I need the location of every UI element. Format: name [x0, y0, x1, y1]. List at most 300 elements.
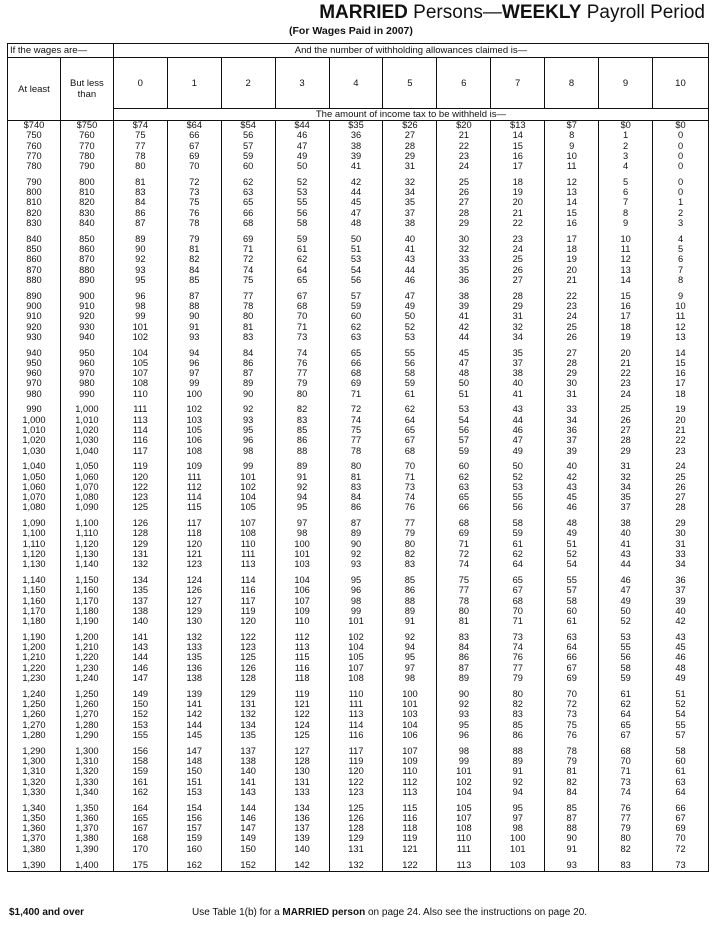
tax-amount-cell: 73	[545, 709, 599, 719]
wage-at-least-cell: 1,050	[8, 472, 61, 482]
tax-amount-cell: 27	[545, 348, 599, 358]
tax-amount-cell: 115	[275, 652, 329, 662]
table-row	[8, 823, 709, 833]
tax-amount-cell: 83	[437, 632, 491, 642]
tax-amount-cell: 75	[113, 130, 167, 140]
tax-amount-cell: 81	[113, 177, 167, 187]
tax-amount-cell: 68	[221, 218, 275, 228]
tax-amount-cell: 120	[329, 766, 383, 776]
tax-amount-cell: 53	[329, 254, 383, 264]
tax-amount-cell: 143	[221, 787, 275, 797]
tax-amount-cell: 66	[437, 502, 491, 512]
table-row	[8, 844, 709, 854]
tax-amount-cell: 44	[491, 415, 545, 425]
tax-amount-cell: 68	[599, 746, 653, 756]
tax-amount-cell: 15	[491, 141, 545, 151]
table-row	[8, 187, 709, 197]
tax-amount-cell: 16	[653, 368, 709, 378]
tax-amount-cell: 81	[167, 244, 221, 254]
tax-amount-cell: 14	[653, 348, 709, 358]
tax-amount-cell: 81	[437, 616, 491, 626]
tax-amount-cell: 113	[221, 559, 275, 569]
wage-less-than-cell: 1,170	[60, 596, 113, 606]
table-row	[8, 404, 709, 414]
wage-less-than-cell: 830	[60, 208, 113, 218]
tax-amount-cell: 0	[653, 177, 709, 187]
wage-at-least-cell: 890	[8, 291, 61, 301]
tax-amount-cell: 131	[329, 844, 383, 854]
tax-amount-cell: 128	[113, 528, 167, 538]
tax-amount-cell: 43	[491, 404, 545, 414]
tax-amount-cell: 59	[221, 151, 275, 161]
tax-amount-cell: 42	[545, 472, 599, 482]
tax-amount-cell: 2	[599, 141, 653, 151]
tax-amount-cell: 70	[167, 161, 221, 171]
tax-amount-cell: 90	[167, 311, 221, 321]
tax-amount-cell: 90	[113, 244, 167, 254]
tax-amount-cell: 96	[221, 435, 275, 445]
tax-amount-cell: 62	[329, 322, 383, 332]
tax-amount-cell: 75	[221, 275, 275, 285]
wage-at-least-cell: 1,180	[8, 616, 61, 626]
wage-less-than-cell: 1,190	[60, 616, 113, 626]
wage-at-least-cell: 1,200	[8, 642, 61, 652]
wage-less-than-cell: 1,240	[60, 673, 113, 683]
tax-amount-cell: 136	[167, 663, 221, 673]
wage-at-least-cell: 880	[8, 275, 61, 285]
tax-amount-cell: 69	[167, 151, 221, 161]
wage-at-least-cell: $740	[8, 120, 61, 130]
tax-amount-cell: 121	[383, 844, 437, 854]
tax-amount-cell: 93	[167, 332, 221, 342]
tax-amount-cell: 25	[491, 254, 545, 264]
wage-less-than-cell: 920	[60, 311, 113, 321]
tax-amount-cell: 7	[653, 265, 709, 275]
wage-less-than-cell: 910	[60, 301, 113, 311]
tax-amount-cell: 82	[383, 549, 437, 559]
wage-less-than-cell: 930	[60, 322, 113, 332]
tax-amount-cell: $44	[275, 120, 329, 130]
tax-amount-cell: 66	[329, 358, 383, 368]
tax-amount-cell: 0	[653, 161, 709, 171]
tax-amount-cell: 52	[275, 177, 329, 187]
tax-amount-cell: 98	[113, 301, 167, 311]
wage-at-least-cell: 1,260	[8, 709, 61, 719]
tax-amount-cell: 73	[653, 859, 709, 872]
tax-amount-cell: 62	[383, 404, 437, 414]
tax-amount-cell: 61	[653, 766, 709, 776]
table-row	[8, 197, 709, 207]
tax-amount-cell: 98	[329, 596, 383, 606]
tax-amount-cell: 113	[275, 642, 329, 652]
tax-amount-cell: 119	[113, 461, 167, 471]
tax-amount-cell: 121	[275, 699, 329, 709]
tax-amount-cell: 96	[113, 291, 167, 301]
table-row	[8, 177, 709, 187]
tax-amount-cell: 85	[383, 575, 437, 585]
tax-amount-cell: 102	[437, 777, 491, 787]
tax-amount-cell: 135	[167, 652, 221, 662]
tax-amount-cell: 74	[275, 348, 329, 358]
wage-less-than-cell: 820	[60, 197, 113, 207]
tax-amount-cell: 141	[113, 632, 167, 642]
tax-amount-cell: 56	[275, 208, 329, 218]
tax-amount-cell: 18	[599, 322, 653, 332]
tax-amount-cell: 106	[275, 585, 329, 595]
wage-less-than-cell: 1,330	[60, 777, 113, 787]
tax-amount-cell: 114	[113, 425, 167, 435]
tax-amount-cell: 60	[545, 606, 599, 616]
tax-amount-cell: 27	[491, 275, 545, 285]
tax-amount-cell: 139	[275, 833, 329, 843]
tax-amount-cell: 27	[437, 197, 491, 207]
wage-less-than-cell: 1,340	[60, 787, 113, 797]
tax-amount-cell: 107	[113, 368, 167, 378]
footer-note-bold: MARRIED person	[282, 907, 366, 918]
tax-amount-cell: 8	[545, 130, 599, 140]
tax-amount-cell: 13	[599, 265, 653, 275]
tax-amount-cell: 117	[167, 518, 221, 528]
tax-amount-cell: 46	[653, 652, 709, 662]
tax-amount-cell: 49	[653, 673, 709, 683]
tax-amount-cell: 113	[113, 415, 167, 425]
table-row	[8, 208, 709, 218]
tax-amount-cell: 56	[221, 130, 275, 140]
tax-amount-cell: 38	[383, 218, 437, 228]
tax-amount-cell: 72	[545, 699, 599, 709]
tax-amount-cell: 87	[545, 813, 599, 823]
tax-amount-cell: 75	[437, 575, 491, 585]
tax-amount-cell: 42	[653, 616, 709, 626]
wage-less-than-cell: 1,070	[60, 482, 113, 492]
tax-amount-cell: 102	[113, 332, 167, 342]
tax-amount-cell: 134	[113, 575, 167, 585]
tax-amount-cell: 34	[383, 187, 437, 197]
tax-amount-cell: 36	[437, 275, 491, 285]
tax-amount-cell: 63	[653, 777, 709, 787]
wage-at-least-cell: 1,310	[8, 766, 61, 776]
tax-amount-cell: 39	[653, 596, 709, 606]
tax-amount-cell: 110	[383, 766, 437, 776]
tax-amount-cell: 50	[383, 311, 437, 321]
tax-amount-cell: 31	[383, 161, 437, 171]
wage-less-than-cell: 760	[60, 130, 113, 140]
table-row	[8, 301, 709, 311]
tax-amount-cell: 59	[383, 378, 437, 388]
tax-amount-cell: 69	[329, 378, 383, 388]
tax-amount-cell: 82	[545, 777, 599, 787]
table-row	[8, 699, 709, 709]
tax-amount-cell: 60	[221, 161, 275, 171]
tax-amount-cell: 93	[221, 415, 275, 425]
tax-amount-cell: 103	[383, 709, 437, 719]
tax-amount-cell: 55	[599, 642, 653, 652]
tax-amount-cell: 26	[491, 265, 545, 275]
tax-amount-cell: 101	[329, 616, 383, 626]
tax-amount-cell: 49	[275, 151, 329, 161]
tax-amount-cell: 21	[437, 130, 491, 140]
tax-amount-cell: 86	[437, 652, 491, 662]
footer-over-limit: $1,400 and over	[9, 907, 85, 918]
tax-amount-cell: 154	[167, 803, 221, 813]
wage-at-least-cell: 1,220	[8, 663, 61, 673]
tax-amount-cell: 114	[167, 492, 221, 502]
tax-amount-cell: 110	[275, 616, 329, 626]
tax-amount-cell: 92	[113, 254, 167, 264]
tax-amount-cell: 33	[653, 549, 709, 559]
tax-amount-cell: 49	[383, 301, 437, 311]
tax-amount-cell: 105	[221, 502, 275, 512]
table-row	[8, 709, 709, 719]
tax-amount-cell: 109	[167, 461, 221, 471]
wage-less-than-cell: 1,140	[60, 559, 113, 569]
wage-less-than-cell: 1,260	[60, 699, 113, 709]
tax-amount-cell: 43	[599, 549, 653, 559]
tax-amount-cell: 127	[167, 596, 221, 606]
tax-amount-cell: 57	[329, 291, 383, 301]
tax-amount-cell: 150	[113, 699, 167, 709]
tax-amount-cell: 71	[329, 389, 383, 399]
wage-less-than-cell: 1,080	[60, 492, 113, 502]
tax-amount-cell: 111	[221, 549, 275, 559]
tax-amount-cell: 47	[383, 291, 437, 301]
tax-amount-cell: 115	[167, 502, 221, 512]
tax-amount-cell: 66	[221, 208, 275, 218]
tax-amount-cell: 71	[383, 472, 437, 482]
tax-amount-cell: $54	[221, 120, 275, 130]
tax-amount-cell: 87	[167, 291, 221, 301]
wage-at-least-cell: 1,150	[8, 585, 61, 595]
tax-amount-cell: $0	[599, 120, 653, 130]
tax-amount-cell: 13	[653, 332, 709, 342]
table-row	[8, 539, 709, 549]
wage-less-than-cell: 980	[60, 378, 113, 388]
allowance-number-header: 2	[221, 58, 275, 109]
tax-amount-cell: 29	[383, 151, 437, 161]
tax-amount-cell: 117	[221, 596, 275, 606]
tax-amount-cell: 37	[653, 585, 709, 595]
table-row	[8, 265, 709, 275]
tax-amount-cell: 47	[329, 208, 383, 218]
wage-less-than-cell: 1,280	[60, 720, 113, 730]
tax-amount-cell: 1	[653, 197, 709, 207]
tax-amount-cell: 105	[437, 803, 491, 813]
tax-amount-cell: 23	[437, 151, 491, 161]
tax-amount-cell: 108	[167, 446, 221, 456]
tax-amount-cell: 63	[221, 187, 275, 197]
wage-at-least-cell: 1,080	[8, 502, 61, 512]
wage-at-least-cell: 1,010	[8, 425, 61, 435]
tax-amount-cell: $0	[653, 120, 709, 130]
tax-amount-cell: 52	[599, 616, 653, 626]
tax-amount-cell: 26	[653, 482, 709, 492]
tax-amount-cell: 86	[275, 435, 329, 445]
tax-amount-cell: 128	[275, 756, 329, 766]
tax-amount-cell: 78	[167, 218, 221, 228]
tax-amount-cell: 150	[167, 766, 221, 776]
wage-less-than-cell: 800	[60, 177, 113, 187]
tax-amount-cell: $35	[329, 120, 383, 130]
tax-amount-cell: 23	[653, 446, 709, 456]
tax-amount-cell: 19	[599, 332, 653, 342]
tax-amount-cell: $20	[437, 120, 491, 130]
wage-less-than-cell: $750	[60, 120, 113, 130]
wage-less-than-cell: 1,100	[60, 518, 113, 528]
wage-less-than-cell: 770	[60, 141, 113, 151]
wage-less-than-cell: 1,370	[60, 823, 113, 833]
tax-amount-cell: 59	[599, 673, 653, 683]
tax-amount-cell: 19	[545, 254, 599, 264]
tax-amount-cell: 170	[113, 844, 167, 854]
tax-amount-cell: 73	[275, 332, 329, 342]
tax-amount-cell: 69	[221, 234, 275, 244]
wage-less-than-cell: 1,350	[60, 803, 113, 813]
tax-amount-cell: 24	[437, 161, 491, 171]
tax-amount-cell: 77	[275, 368, 329, 378]
wage-at-least-cell: 1,250	[8, 699, 61, 709]
tax-amount-cell: 38	[599, 518, 653, 528]
wage-at-least-cell: 1,280	[8, 730, 61, 740]
tax-amount-cell: 112	[275, 632, 329, 642]
tax-amount-cell: 131	[275, 777, 329, 787]
tax-amount-cell: 77	[437, 585, 491, 595]
wage-at-least-cell: 940	[8, 348, 61, 358]
tax-amount-cell: 105	[113, 358, 167, 368]
tax-amount-cell: 15	[599, 291, 653, 301]
wage-at-least-cell: 1,040	[8, 461, 61, 471]
tax-amount-cell: 164	[113, 803, 167, 813]
tax-amount-cell: 44	[437, 332, 491, 342]
tax-amount-cell: 121	[167, 549, 221, 559]
tax-amount-cell: 113	[383, 787, 437, 797]
tax-amount-cell: 77	[113, 141, 167, 151]
table-row	[8, 803, 709, 813]
tax-amount-cell: 77	[491, 663, 545, 673]
wage-at-least-cell: 1,330	[8, 787, 61, 797]
tax-amount-cell: 17	[491, 161, 545, 171]
tax-amount-cell: 91	[545, 844, 599, 854]
tax-amount-cell: 73	[383, 482, 437, 492]
tax-amount-cell: 133	[167, 642, 221, 652]
table-row	[8, 368, 709, 378]
tax-amount-cell: 12	[653, 322, 709, 332]
wage-at-least-cell: 1,290	[8, 746, 61, 756]
tax-amount-cell: 14	[491, 130, 545, 140]
wage-less-than-cell: 1,360	[60, 813, 113, 823]
tax-amount-cell: 24	[545, 311, 599, 321]
table-header	[7, 43, 709, 121]
tax-amount-cell: 72	[653, 844, 709, 854]
tax-amount-cell: 142	[167, 709, 221, 719]
tax-amount-cell: 119	[221, 606, 275, 616]
table-row	[8, 378, 709, 388]
tax-amount-cell: 28	[599, 435, 653, 445]
tax-amount-cell: 86	[113, 208, 167, 218]
tax-amount-cell: 85	[167, 275, 221, 285]
table-row	[8, 389, 709, 399]
tax-amount-cell: 68	[491, 596, 545, 606]
tax-amount-cell: 147	[113, 673, 167, 683]
tax-amount-cell: 81	[221, 322, 275, 332]
tax-amount-cell: 68	[275, 301, 329, 311]
wage-at-least-cell: 1,100	[8, 528, 61, 538]
wage-at-least-cell: 910	[8, 311, 61, 321]
table-row	[8, 291, 709, 301]
tax-amount-cell: 75	[167, 197, 221, 207]
table-row	[8, 502, 709, 512]
tax-amount-cell: 55	[275, 197, 329, 207]
table-row	[8, 730, 709, 740]
tax-amount-cell: 25	[545, 322, 599, 332]
wage-less-than-cell: 1,310	[60, 756, 113, 766]
tax-amount-cell: 78	[113, 151, 167, 161]
tax-amount-cell: 46	[383, 275, 437, 285]
tax-amount-cell: 91	[167, 322, 221, 332]
table-row	[8, 332, 709, 342]
tax-amount-cell: 18	[653, 389, 709, 399]
tax-amount-cell: 110	[437, 833, 491, 843]
tax-amount-cell: 73	[167, 187, 221, 197]
tax-amount-cell: 122	[221, 632, 275, 642]
tax-amount-cell: 125	[221, 652, 275, 662]
tax-amount-cell: 37	[599, 502, 653, 512]
wage-at-least-cell: 1,340	[8, 803, 61, 813]
tax-amount-cell: 119	[329, 756, 383, 766]
table-row	[8, 141, 709, 151]
tax-amount-cell: 16	[599, 301, 653, 311]
tax-amount-cell: 68	[437, 518, 491, 528]
tax-amount-cell: 14	[599, 275, 653, 285]
tax-amount-cell: 26	[599, 415, 653, 425]
tax-amount-cell: 39	[437, 301, 491, 311]
tax-amount-cell: 116	[275, 663, 329, 673]
allowances-header: And the number of withholding allowances claimed is—	[113, 44, 708, 58]
tax-amount-cell: 144	[113, 652, 167, 662]
tax-amount-cell: 77	[383, 518, 437, 528]
tax-amount-cell: 168	[113, 833, 167, 843]
amount-withheld-header: The amount of income tax to be withheld is—	[113, 109, 708, 121]
tax-amount-cell: 46	[275, 130, 329, 140]
tax-amount-cell: 49	[599, 596, 653, 606]
tax-amount-cell: 66	[167, 130, 221, 140]
tax-amount-cell: 4	[599, 161, 653, 171]
tax-amount-cell: 59	[491, 528, 545, 538]
tax-amount-cell: 45	[437, 348, 491, 358]
tax-amount-cell: 146	[221, 813, 275, 823]
tax-amount-cell: 9	[545, 141, 599, 151]
tax-amount-cell: 22	[437, 141, 491, 151]
tax-amount-cell: 73	[491, 632, 545, 642]
tax-amount-cell: 83	[221, 332, 275, 342]
tax-amount-cell: 28	[491, 291, 545, 301]
tax-amount-cell: $13	[491, 120, 545, 130]
tax-amount-cell: 70	[599, 756, 653, 766]
wage-at-least-cell: 840	[8, 234, 61, 244]
tax-amount-cell: 115	[383, 803, 437, 813]
tax-amount-cell: 72	[167, 177, 221, 187]
tax-amount-cell: 129	[113, 539, 167, 549]
allowance-number-header: 3	[275, 58, 329, 109]
tax-amount-cell: 22	[599, 368, 653, 378]
tax-amount-cell: 167	[113, 823, 167, 833]
tax-amount-cell: 95	[329, 575, 383, 585]
tax-amount-cell: 107	[275, 596, 329, 606]
tax-amount-cell: 54	[653, 709, 709, 719]
tax-amount-cell: 31	[599, 461, 653, 471]
tax-amount-cell: 80	[221, 311, 275, 321]
tax-amount-cell: 101	[383, 699, 437, 709]
table-row	[8, 663, 709, 673]
